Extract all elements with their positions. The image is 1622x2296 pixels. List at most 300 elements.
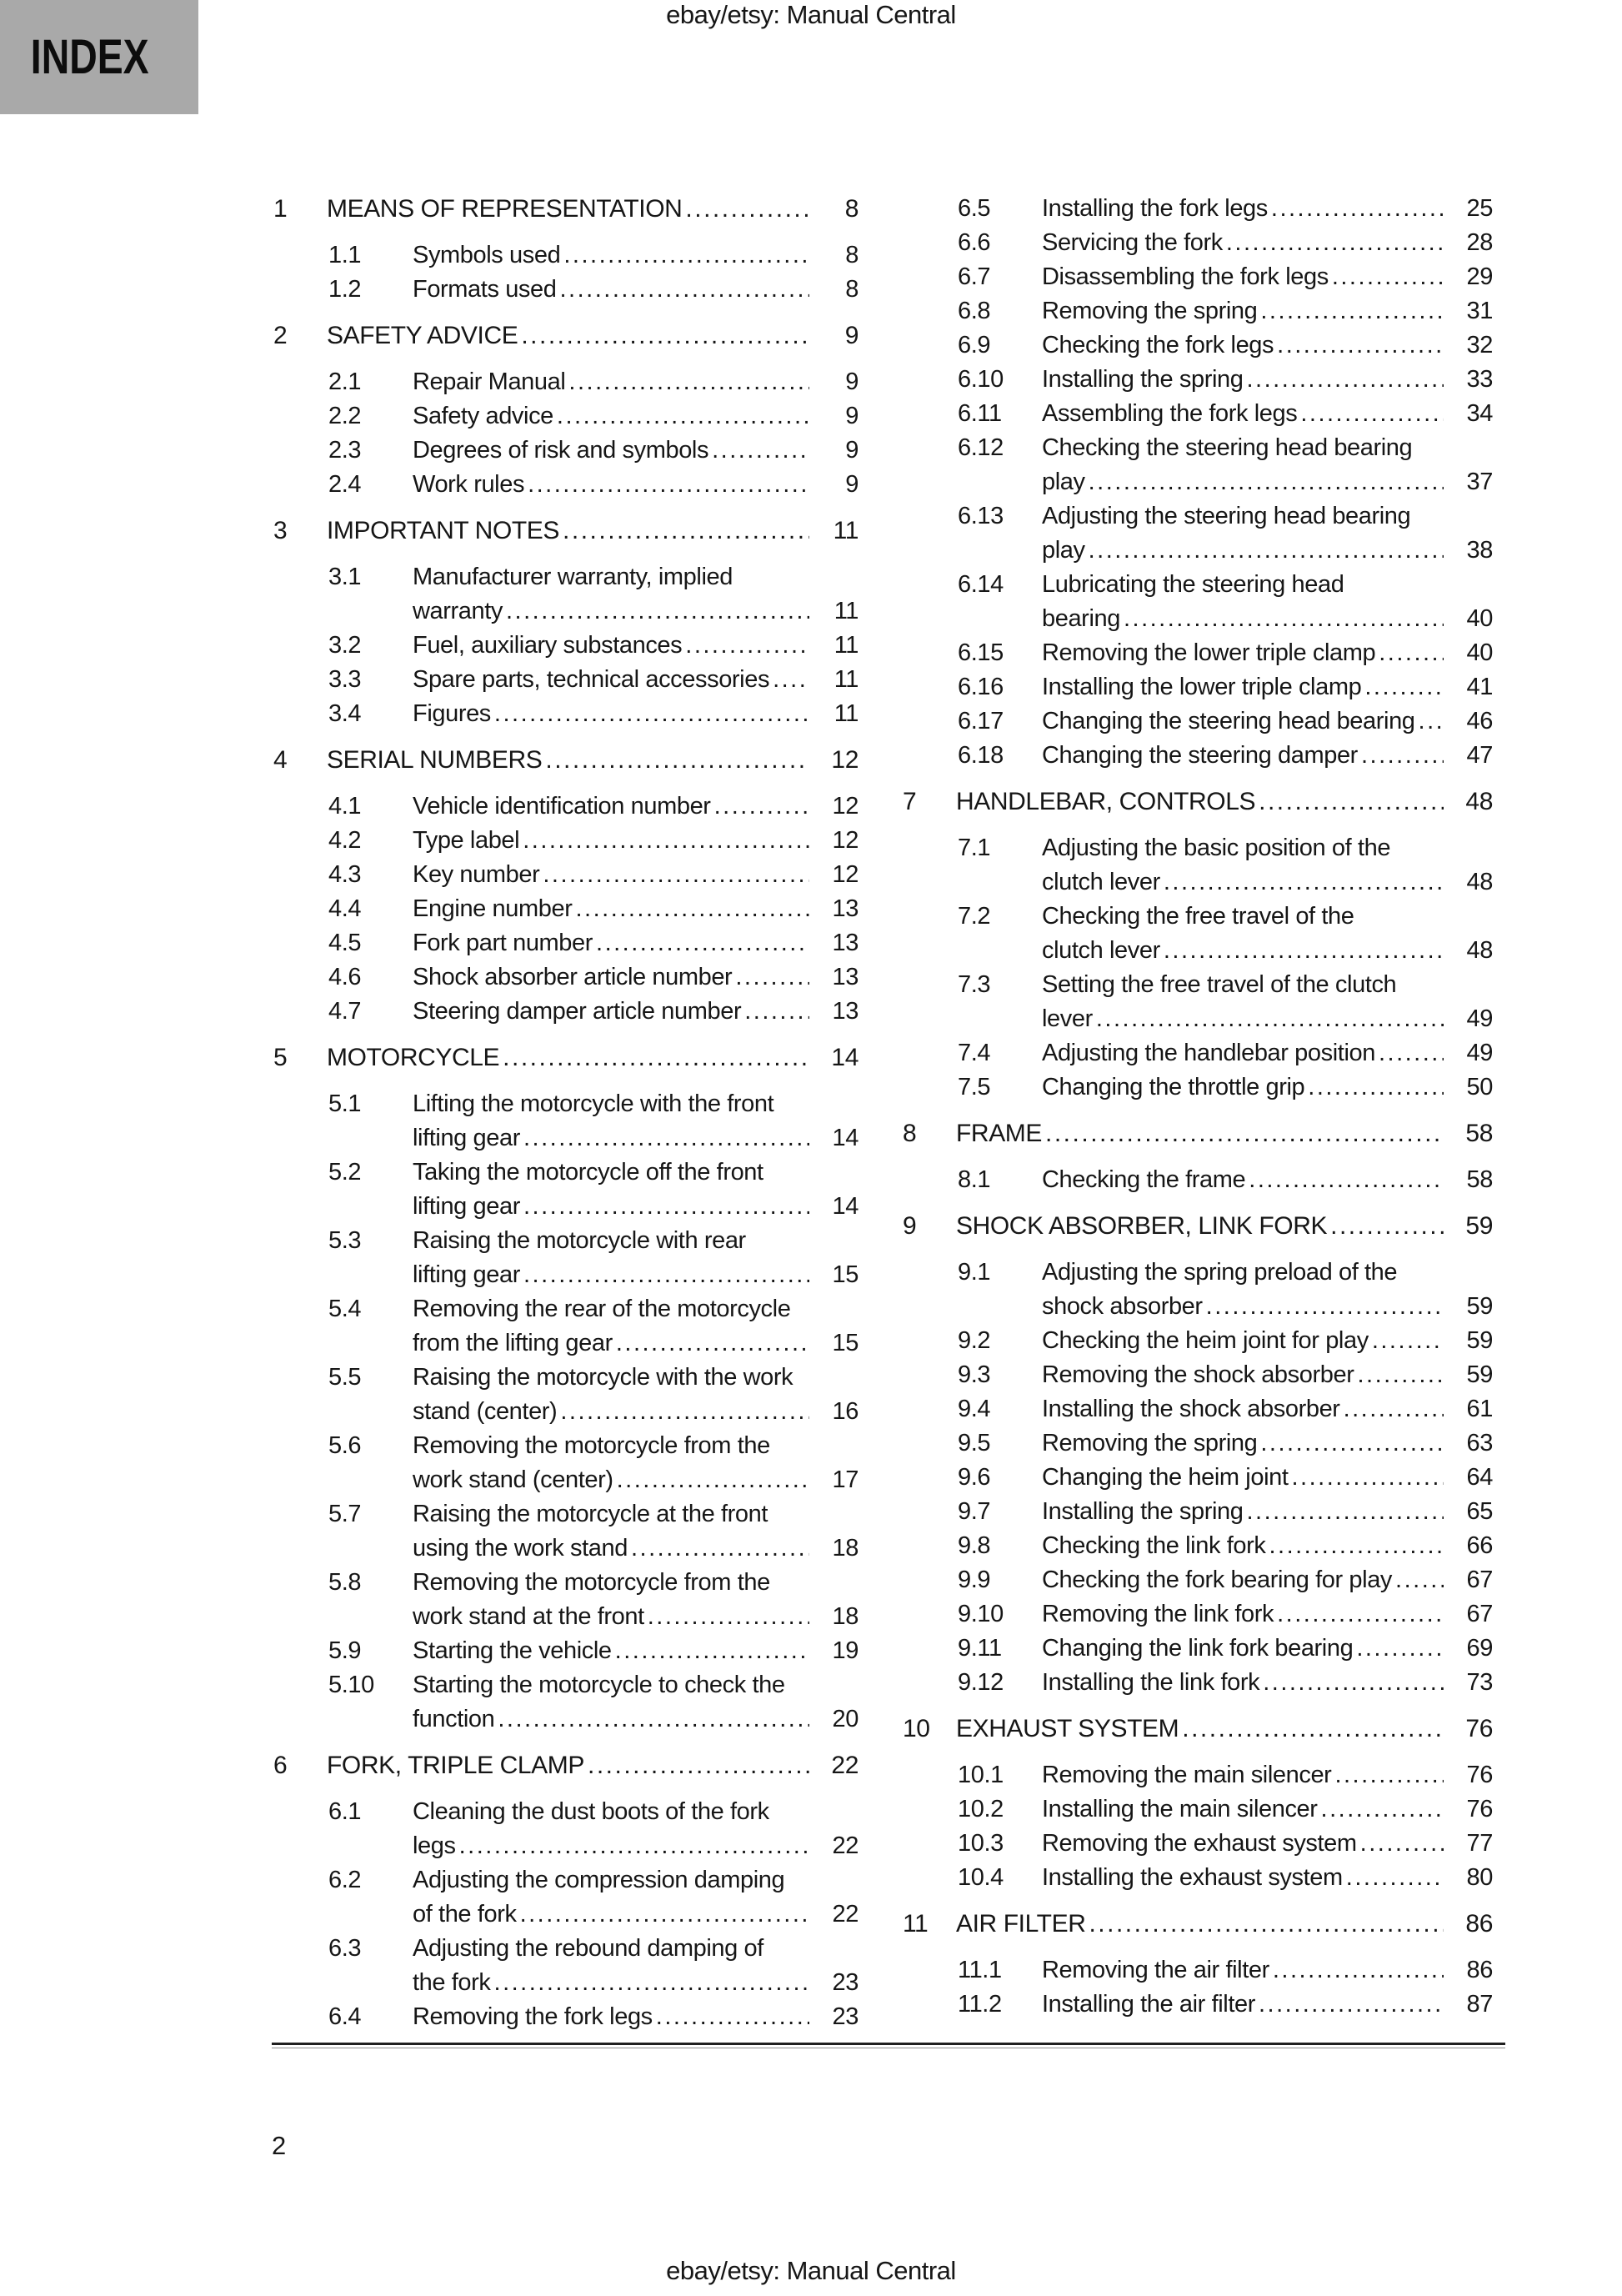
entry-title: from the lifting gear [413, 1330, 613, 1356]
toc-entry-5.10 [273, 1668, 859, 1737]
entry-last-line [413, 399, 859, 434]
entry-page-number: 25 [1466, 195, 1493, 222]
entry-last-line [1042, 1597, 1493, 1632]
dot-leader [1182, 1712, 1444, 1746]
dot-leader [1395, 1563, 1444, 1597]
entry-body [413, 1932, 859, 2000]
entry-last-line [956, 1712, 1493, 1746]
entry-body [1042, 260, 1493, 294]
entry-last-line [413, 2000, 859, 2034]
dot-leader [563, 238, 809, 273]
entry-page-number: 14 [832, 1193, 859, 1220]
entry-last-line [413, 238, 859, 273]
entry-title: Removing the spring [1042, 1430, 1258, 1456]
dot-leader [1419, 704, 1444, 739]
toc-entry-9.8 [903, 1529, 1493, 1563]
entry-body [327, 1040, 859, 1075]
entry-page-number: 29 [1466, 263, 1493, 290]
entry-body [327, 743, 859, 777]
entry-title: Removing the fork legs [413, 2003, 653, 2030]
entry-title: FRAME [956, 1120, 1043, 1147]
entry-page-number: 58 [1465, 1120, 1493, 1147]
entry-number: 5 [273, 1044, 288, 1071]
entry-number: 4 [273, 746, 288, 774]
entry-body [1042, 1953, 1493, 1988]
entry-page-number: 76 [1465, 1715, 1493, 1742]
entry-body [1042, 1597, 1493, 1632]
entry-body [956, 785, 1493, 819]
dot-leader [1089, 534, 1444, 568]
dot-leader [735, 960, 809, 995]
entry-title: Installing the spring [1042, 366, 1244, 393]
entry-title: SAFETY ADVICE [327, 322, 518, 349]
entry-page-number: 76 [1466, 1796, 1493, 1822]
entry-page-number: 67 [1466, 1567, 1493, 1593]
toc-entry-9.7 [903, 1495, 1493, 1529]
entry-last-line [1042, 739, 1493, 773]
entry-number: 10.4 [958, 1864, 1004, 1891]
toc-entry-6.6 [903, 226, 1493, 260]
dot-leader [1360, 1827, 1444, 1861]
entry-number: 6.7 [958, 263, 991, 290]
entry-body [413, 365, 859, 399]
entry-last-line [1042, 636, 1493, 670]
toc-entry-6.17 [903, 704, 1493, 739]
dot-leader [576, 892, 810, 926]
entry-last-line [413, 824, 859, 858]
entry-title: Disassembling the fork legs [1042, 263, 1329, 290]
entry-body [413, 1087, 859, 1156]
entry-title: Removing the main silencer [1042, 1762, 1332, 1788]
toc-entry-6.2 [273, 1863, 859, 1932]
entry-last-line [1042, 1861, 1493, 1895]
entry-last-line [1042, 934, 1493, 968]
entry-number: 3 [273, 517, 288, 544]
entry-body [1042, 1392, 1493, 1426]
toc-entry-2.3 [273, 434, 859, 468]
entry-page-number: 77 [1466, 1830, 1493, 1857]
entry-title-line: Raising the motorcycle at the front [413, 1501, 768, 1527]
toc-entry-6.7 [903, 260, 1493, 294]
entry-last-line [1042, 1036, 1493, 1070]
toc-entry-3 [273, 514, 859, 548]
entry-body [413, 790, 859, 824]
entry-page-number: 66 [1466, 1532, 1493, 1559]
entry-page-number: 59 [1466, 1327, 1493, 1354]
dot-leader [1263, 1666, 1444, 1700]
dot-leader [648, 1600, 809, 1634]
entry-number: 9.12 [958, 1669, 1004, 1696]
dot-leader [1364, 670, 1444, 704]
toc-entry-5.3 [273, 1224, 859, 1292]
toc-entry-7.1 [903, 831, 1493, 900]
entry-body [327, 192, 859, 226]
entry-page-number: 22 [832, 1901, 859, 1928]
entry-body [1042, 1358, 1493, 1392]
entry-title-line: Starting the motorcycle to check the [413, 1672, 785, 1698]
entry-page-number: 8 [844, 195, 859, 223]
entry-number: 6.5 [958, 195, 991, 222]
entry-body [1042, 397, 1493, 431]
entry-number: 3.1 [328, 564, 362, 590]
entry-number: 6.2 [328, 1867, 362, 1893]
entry-last-line [1042, 1290, 1493, 1324]
entry-last-line [1042, 260, 1493, 294]
toc-entry-6.12 [903, 431, 1493, 499]
toc-entry-2.2 [273, 399, 859, 434]
dot-leader [1346, 1861, 1444, 1895]
entry-body [413, 560, 859, 629]
entry-last-line [413, 273, 859, 307]
entry-page-number: 22 [832, 1832, 859, 1859]
entry-last-line [1042, 1358, 1493, 1392]
dot-leader [494, 1966, 809, 2000]
toc-entry-2.1 [273, 365, 859, 399]
entry-page-number: 20 [832, 1706, 859, 1732]
entry-last-line [413, 1532, 859, 1566]
entry-body [956, 1116, 1493, 1151]
entry-last-line [413, 1634, 859, 1668]
dot-leader [712, 434, 809, 468]
entry-title: Degrees of risk and symbols [413, 437, 709, 464]
entry-last-line [327, 514, 859, 548]
entry-body [413, 926, 859, 960]
entry-title: Work rules [413, 471, 525, 498]
entry-body [1042, 1529, 1493, 1563]
entry-page-number: 9 [845, 437, 859, 464]
dot-leader [1164, 934, 1444, 968]
entry-last-line [413, 960, 859, 995]
entry-title-line: Adjusting the rebound damping of [413, 1935, 763, 1962]
entry-last-line [1042, 1953, 1493, 1988]
entry-number: 7 [903, 788, 917, 815]
entry-number: 10 [903, 1715, 930, 1742]
entry-title: Installing the shock absorber [1042, 1396, 1340, 1422]
dot-leader [1096, 1002, 1444, 1036]
dot-leader [1273, 1953, 1444, 1988]
entry-number: 5.9 [328, 1637, 362, 1664]
entry-title: the fork [413, 1969, 491, 1996]
entry-last-line [413, 1702, 859, 1737]
entry-number: 11 [903, 1910, 929, 1938]
entry-last-line [413, 1897, 859, 1932]
toc-entry-6.5 [903, 192, 1493, 226]
dot-leader [1277, 328, 1444, 363]
entry-title: using the work stand [413, 1535, 628, 1562]
entry-body [413, 468, 859, 502]
entry-number: 5.8 [328, 1569, 362, 1596]
entry-number: 2.1 [328, 368, 362, 395]
entry-title: AIR FILTER [956, 1910, 1086, 1938]
entry-last-line [413, 1395, 859, 1429]
entry-body [1042, 636, 1493, 670]
entry-page-number: 80 [1466, 1864, 1493, 1891]
toc-entry-10.4 [903, 1861, 1493, 1895]
toc-entry-7.3 [903, 968, 1493, 1036]
entry-page-number: 23 [832, 2003, 859, 2030]
toc-entry-6.14 [903, 568, 1493, 636]
toc-column-right [903, 192, 1493, 2022]
entry-title: Checking the link fork [1042, 1532, 1266, 1559]
entry-last-line [413, 663, 859, 697]
entry-title: Starting the vehicle [413, 1637, 612, 1664]
toc-entry-4.7 [273, 995, 859, 1029]
entry-page-number: 48 [1465, 788, 1493, 815]
dot-leader [506, 594, 809, 629]
dot-leader [560, 1395, 809, 1429]
entry-title: lifting gear [413, 1193, 520, 1220]
entry-title: clutch lever [1042, 937, 1160, 964]
toc-entry-10.2 [903, 1792, 1493, 1827]
toc-entry-5.9 [273, 1634, 859, 1668]
entry-title-line: Checking the steering head bearing [1042, 434, 1413, 461]
toc-entry-11 [903, 1907, 1493, 1941]
toc-entry-9.9 [903, 1563, 1493, 1597]
entry-body [1042, 670, 1493, 704]
entry-page-number: 12 [832, 861, 859, 888]
entry-number: 6.17 [958, 708, 1004, 734]
entry-number: 6.18 [958, 742, 1004, 769]
entry-body [1042, 1827, 1493, 1861]
entry-title: lifting gear [413, 1125, 520, 1151]
entry-title: Servicing the fork [1042, 229, 1223, 256]
entry-number: 7.2 [958, 903, 991, 930]
entry-page-number: 12 [831, 746, 859, 774]
entry-page-number: 22 [831, 1752, 859, 1779]
entry-body [956, 1907, 1493, 1941]
entry-title: legs [413, 1832, 456, 1859]
entry-title: Key number [413, 861, 540, 888]
entry-title: FORK, TRIPLE CLAMP [327, 1752, 584, 1779]
dot-leader [568, 365, 809, 399]
entry-number: 6.13 [958, 503, 1004, 529]
entry-title: Vehicle identification number [413, 793, 711, 820]
entry-body [956, 1209, 1493, 1243]
entry-title-line: Cleaning the dust boots of the fork [413, 1798, 769, 1825]
entry-body [413, 995, 859, 1029]
entry-page-number: 11 [834, 598, 859, 624]
entry-title: play [1042, 469, 1085, 495]
toc-entry-11.2 [903, 1988, 1493, 2022]
entry-body [413, 1566, 859, 1634]
entry-body [1042, 1758, 1493, 1792]
entry-number: 4.7 [328, 998, 362, 1025]
entry-number: 3.4 [328, 700, 362, 727]
dot-leader [1321, 1792, 1444, 1827]
entry-body [1042, 968, 1493, 1036]
entry-title: SHOCK ABSORBER, LINK FORK [956, 1212, 1328, 1240]
entry-body [413, 858, 859, 892]
entry-number: 7.1 [958, 835, 991, 861]
entry-last-line [327, 318, 859, 353]
entry-title: Installing the spring [1042, 1498, 1244, 1525]
toc-entry-8.1 [903, 1163, 1493, 1197]
entry-body [413, 629, 859, 663]
toc-entry-6.15 [903, 636, 1493, 670]
entry-number: 9 [903, 1212, 917, 1240]
entry-body [1042, 1036, 1493, 1070]
dot-leader [1300, 397, 1444, 431]
toc-entry-6.13 [903, 499, 1493, 568]
entry-page-number: 46 [1466, 708, 1493, 734]
entry-body [1042, 900, 1493, 968]
dot-leader [1334, 1758, 1444, 1792]
entry-page-number: 17 [832, 1466, 859, 1493]
page-number: 2 [272, 2131, 287, 2160]
entry-title: Installing the fork legs [1042, 195, 1268, 222]
toc-entry-9.11 [903, 1632, 1493, 1666]
entry-page-number: 48 [1466, 869, 1493, 895]
toc-entry-6.9 [903, 328, 1493, 363]
toc-entry-9.12 [903, 1666, 1493, 1700]
dot-leader [616, 1326, 809, 1361]
entry-number: 6.4 [328, 2003, 362, 2030]
entry-body [413, 1634, 859, 1668]
entry-last-line [413, 697, 859, 731]
toc-entry-3.1 [273, 560, 859, 629]
entry-number: 6.15 [958, 639, 1004, 666]
dot-leader [1259, 1988, 1444, 2022]
entry-last-line [1042, 704, 1493, 739]
dot-leader [1344, 1392, 1444, 1426]
entry-last-line [1042, 865, 1493, 900]
toc-entry-5 [273, 1040, 859, 1075]
toc-entry-7 [903, 785, 1493, 819]
entry-title: Assembling the fork legs [1042, 400, 1298, 427]
entry-last-line [413, 926, 859, 960]
dot-leader [498, 1702, 809, 1737]
entry-number: 5.3 [328, 1227, 362, 1254]
entry-body [1042, 328, 1493, 363]
entry-page-number: 31 [1466, 298, 1493, 324]
entry-last-line [1042, 1758, 1493, 1792]
entry-body [413, 892, 859, 926]
entry-page-number: 15 [832, 1261, 859, 1288]
dot-leader [1379, 1036, 1444, 1070]
entry-page-number: 13 [832, 895, 859, 922]
entry-title: EXHAUST SYSTEM [956, 1715, 1179, 1742]
entry-body [413, 238, 859, 273]
entry-number: 5.2 [328, 1159, 362, 1186]
toc-entry-3.4 [273, 697, 859, 731]
dot-leader [557, 399, 809, 434]
entry-title: work stand (center) [413, 1466, 613, 1493]
entry-number: 9.5 [958, 1430, 991, 1456]
entry-last-line [1042, 602, 1493, 636]
dot-leader [588, 1748, 809, 1782]
entry-last-line [1042, 1988, 1493, 2022]
entry-page-number: 67 [1466, 1601, 1493, 1627]
dot-leader [1277, 1597, 1444, 1632]
entry-page-number: 38 [1466, 537, 1493, 564]
entry-page-number: 12 [832, 793, 859, 820]
toc-entry-9.6 [903, 1461, 1493, 1495]
dot-leader [543, 858, 809, 892]
entry-number: 4.2 [328, 827, 362, 854]
entry-last-line [1042, 1070, 1493, 1105]
dot-leader [685, 192, 809, 226]
entry-title-line: Checking the free travel of the [1042, 903, 1354, 930]
entry-title: Fuel, auxiliary substances [413, 632, 683, 659]
dot-leader [523, 824, 809, 858]
entry-body [1042, 294, 1493, 328]
entry-last-line [1042, 465, 1493, 499]
toc-column-left [273, 192, 859, 2034]
dot-leader [1330, 1209, 1444, 1243]
dot-leader [1226, 226, 1444, 260]
entry-title: Installing the lower triple clamp [1042, 674, 1362, 700]
entry-last-line [413, 1258, 859, 1292]
dot-leader [560, 273, 810, 307]
toc-entry-8 [903, 1116, 1493, 1151]
toc-entry-4.5 [273, 926, 859, 960]
entry-title: work stand at the front [413, 1603, 644, 1630]
entry-title: Fork part number [413, 930, 593, 956]
entry-last-line [1042, 363, 1493, 397]
entry-last-line [1042, 1792, 1493, 1827]
entry-number: 2 [273, 322, 288, 349]
entry-page-number: 59 [1465, 1212, 1493, 1240]
entry-title: lifting gear [413, 1261, 520, 1288]
entry-number: 9.9 [958, 1567, 991, 1593]
entry-title: Type label [413, 827, 520, 854]
toc-entry-1.1 [273, 238, 859, 273]
entry-title: Installing the main silencer [1042, 1796, 1318, 1822]
entry-title: Spare parts, technical accessories [413, 666, 770, 693]
entry-last-line [413, 629, 859, 663]
entry-page-number: 9 [845, 471, 859, 498]
dot-leader [617, 1463, 809, 1497]
entry-number: 6.10 [958, 366, 1004, 393]
entry-last-line [413, 1600, 859, 1634]
entry-page-number: 86 [1466, 1957, 1493, 1983]
entry-title-line: Adjusting the steering head bearing [1042, 503, 1411, 529]
entry-number: 7.3 [958, 971, 991, 998]
entry-body [413, 2000, 859, 2034]
entry-number: 9.1 [958, 1259, 991, 1286]
dot-leader [744, 995, 809, 1029]
entry-number: 1.1 [328, 242, 362, 268]
entry-title: Checking the fork legs [1042, 332, 1274, 358]
entry-number: 6 [273, 1752, 288, 1779]
dot-leader [528, 468, 809, 502]
entry-title: Figures [413, 700, 491, 727]
entry-title: of the fork [413, 1901, 517, 1928]
dot-leader [1269, 1529, 1444, 1563]
entry-last-line [956, 1907, 1493, 1941]
entry-page-number: 47 [1466, 742, 1493, 769]
toc-entry-9.4 [903, 1392, 1493, 1426]
entry-last-line [1042, 1324, 1493, 1358]
toc-entry-9.5 [903, 1426, 1493, 1461]
dot-leader [523, 1190, 809, 1224]
toc-entry-1 [273, 192, 859, 226]
entry-page-number: 49 [1466, 1005, 1493, 1032]
dot-leader [523, 1121, 809, 1156]
footer-watermark: ebay/etsy: Manual Central [666, 2256, 956, 2285]
entry-body [413, 434, 859, 468]
toc-entry-4.2 [273, 824, 859, 858]
toc-entry-10 [903, 1712, 1493, 1746]
toc-entry-9 [903, 1209, 1493, 1243]
dot-leader [615, 1634, 809, 1668]
dot-leader [1259, 785, 1444, 819]
entry-title: Removing the spring [1042, 298, 1258, 324]
entry-number: 9.3 [958, 1361, 991, 1388]
entry-last-line [1042, 192, 1493, 226]
entry-title: Removing the shock absorber [1042, 1361, 1354, 1388]
entry-title: Shock absorber article number [413, 964, 733, 990]
